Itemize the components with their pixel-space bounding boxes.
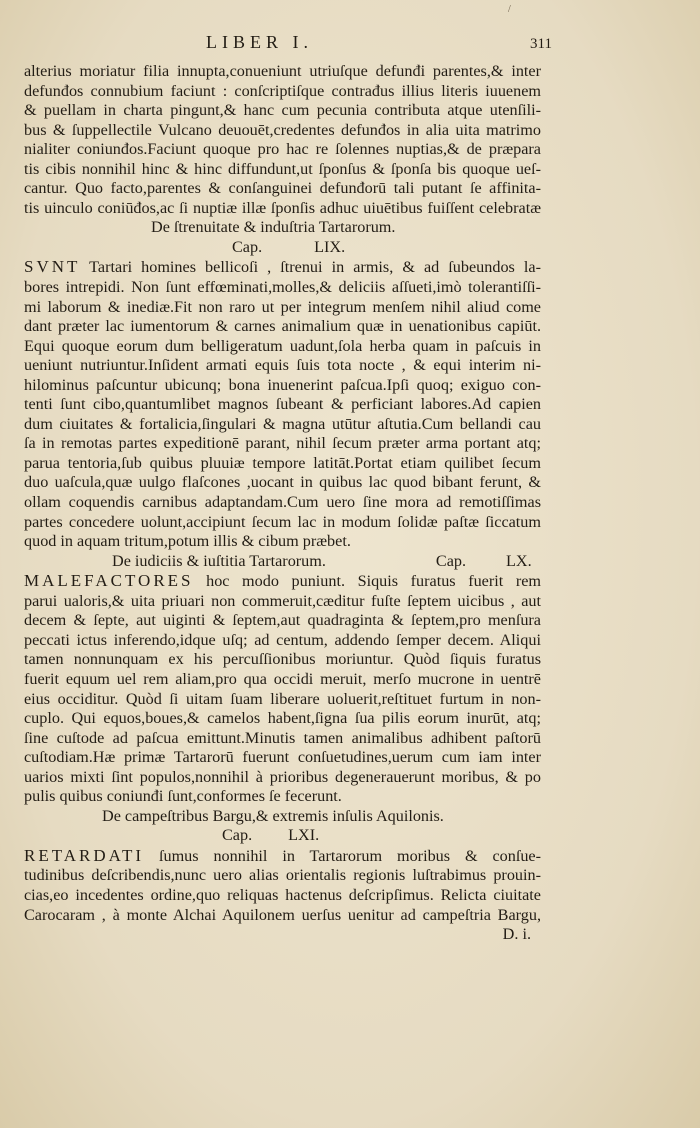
text-line: bores intrepidi. Non ſunt effœminati,molles,& deliciis aſſueti,imò tolerantiſſi- — [24, 278, 541, 297]
chapter-number-59 — [24, 238, 541, 258]
text-line: defunđos connubium faciunt : conſcriptiſque contrađus illius literis iuuenem — [24, 81, 541, 100]
text-line: dant præter lac iumentorum & carnes animalium quæ in uenationibus capiūt. — [24, 317, 541, 336]
main-text — [24, 62, 541, 945]
text-line: hilominus paſcuntur ubicunq; bona inuenerint paſcua.Ipſi quoq; exiguo con- — [24, 375, 541, 394]
chapter-heading-61: De campeſtribus Bargu,& extremis inſulis Aquilonis. — [102, 806, 444, 825]
text-line: tis uinculo coniūđos,ac ſi nuptiæ illæ ſponſis adhuc uiuētibus fuiſſent celebratæ — [24, 198, 541, 217]
opening-word: RETARDATI — [24, 845, 145, 865]
text-line: duo uaſcula,quæ uulgo flaſcones ,uocant in quibus lac quod bibant ferunt, & — [24, 473, 541, 492]
text-line: cantur. Quo facto,parentes & conſanguinei defunđorū tali putant ſe affinita- — [24, 179, 541, 198]
text-line: bus & ſuppellectile Vulcano deuouēt,credentes defunđos in alia uita matrimo — [24, 120, 541, 139]
text-line: fuerit equum uel rem aliam,pro qua occidi meruit, merſo mucrone in uentrē — [24, 669, 541, 688]
text-line: quod in aquam tritum,potum illis & cibum præbet. — [24, 532, 351, 551]
text-line: uarios mixti ſint populos,nonnihil à prioribus degenerauerunt moribus, & po — [24, 767, 541, 786]
cap-word: Cap. — [435, 551, 467, 570]
text-line: cuplo. Qui equos,boues,& camelos habent,ſigna ſua pilis eorum inurūt, atq; — [24, 709, 541, 728]
text-line: eius occiditur. Quòd ſi uitam ſuam liberare uoluerit,reſtituet furtum in non- — [24, 689, 541, 708]
chapter-number-61 — [24, 826, 541, 846]
text-line: dum ciuitates & fortalicia,ſingulari & magna utūtur aſtutia.Cum bellandi cau — [24, 414, 541, 433]
text-line: decem & ſepte, aut uiginti & ſeptem,aut quadraginta & ſeptem,pro menſura — [24, 611, 541, 630]
cap-numeral: LIX. — [314, 237, 346, 256]
text-line: tudinibus deſcribendis,nunc uero alias orientalis regionis luſtrabimus prouin- — [24, 866, 541, 885]
cap-word: Cap. — [222, 826, 253, 845]
text-line: partes concedere uolunt,accipiunt ſecum lac in modum ſolidæ paſtæ ſiccatum — [24, 512, 541, 531]
text-line: pulis quibus coniunđi ſunt,conformes ſe fecerunt. — [24, 787, 342, 806]
text-line: ſa in remotas partes expeditionē parant, nihil ſecum præter arma portant atq; — [24, 434, 541, 453]
text-line: peccati ictus inferendo,idque uſq; ad centum, addendo ſemper decem. Aliqui — [24, 630, 541, 649]
heading-title: De iudiciis & iuſtitia Tartarorum. — [112, 551, 326, 570]
cap-word: Cap. — [232, 237, 263, 256]
text-line: Carocaram , à monte Alchai Aquilonem uerſus uenitur ad campeſtria Bargu, — [24, 905, 541, 924]
text-line: parui ualoris,& uita priuari non commeruit,cæditur fuſte ſeptem uicibus , aut — [24, 591, 541, 610]
text-line: & puellam in charta pingunt,& hanc cum pecunia contributa atque utenſili- — [24, 101, 541, 120]
paragraph-justice — [24, 571, 541, 807]
paragraph-bargu — [24, 846, 541, 925]
page-header — [0, 30, 700, 56]
chapter-heading-60 — [24, 552, 541, 572]
chapter-heading-59: De ſtrenuitate & induſtria Tartarorum. — [151, 218, 396, 237]
text-line: tenti ſunt cibo,quantumlibet magnos ſubeant & perficiant labores.Ad capien — [24, 395, 541, 414]
opening-word: SVNT — [24, 257, 81, 277]
paragraph-nuptials — [24, 62, 541, 218]
running-title: LIBER I. — [206, 32, 313, 52]
cap-numeral: LX. — [506, 551, 532, 570]
first-line-rest: Tartari homines bellicoſi , ſtrenui in armis, & ad ſubeundos la- — [80, 258, 541, 277]
ink-speck: / — [508, 4, 511, 15]
folio-number: 311 — [530, 36, 552, 52]
text-line: nialiter coniunđos.Faciunt quoque pro hac re ſolennes nuptias,& de præpara — [24, 140, 541, 159]
text-line: parua tentoria,ſub quibus pluuiæ tempore latitāt.Portat etiam quilibet ſecum — [24, 453, 541, 472]
text-line: tis cibis nonnihil hinc & hinc diffundunt,ut ſponſus & ſponſa bis quoque ueſ- — [24, 159, 541, 178]
text-line: ſine cuſtode ad paſcua emittunt.Minutis tamen animalibus adhibent paſtorū — [24, 728, 541, 747]
text-line-first — [24, 571, 541, 592]
cap-numeral: LXI. — [288, 826, 320, 845]
signature-mark: D. i. — [502, 925, 531, 944]
text-line: alterius moriatur filia innupta,conueniunt utriuſque defunđi parentes,& inter — [24, 62, 541, 80]
text-line: ollam coquendis carnibus adaptandam.Cum uero ſine mora ad remotiſſimas — [24, 493, 541, 512]
text-line: tamen nonnunquam ex his percuſſionibus moriuntur. Quòd ſiquis furatus — [24, 650, 541, 669]
text-line: cias,eo incedentes ordine,quo reliquas hactenus deſcripſimus. Relicta ciuitate — [24, 885, 541, 904]
first-line-rest: ſumus nonnihil in Tartarorum moribus & conſue- — [144, 846, 541, 865]
text-line: cuſtodiam.Hæ primæ Tartarorū fuerunt conſuetudines,uerum cum iam inter — [24, 748, 541, 767]
text-line-first — [24, 846, 541, 867]
text-line: mi laborum & inediæ.Fit non raro ut per integrum menſem nihil aliud come — [24, 297, 541, 316]
paragraph-strenuity — [24, 257, 541, 551]
text-line: ueniunt nutriuntur.Inſident armati equis ſuis tota nocte , & equi interim ni- — [24, 356, 541, 375]
text-line-first — [24, 257, 541, 278]
first-line-rest: hoc modo puniunt. Siquis furatus fuerit rem — [193, 572, 541, 591]
opening-word: MALEFACTORES — [24, 571, 194, 591]
text-line: Equi quoque eorum dum belligeratum uadunt,ſola herba quam in paſcuis in — [24, 336, 541, 355]
